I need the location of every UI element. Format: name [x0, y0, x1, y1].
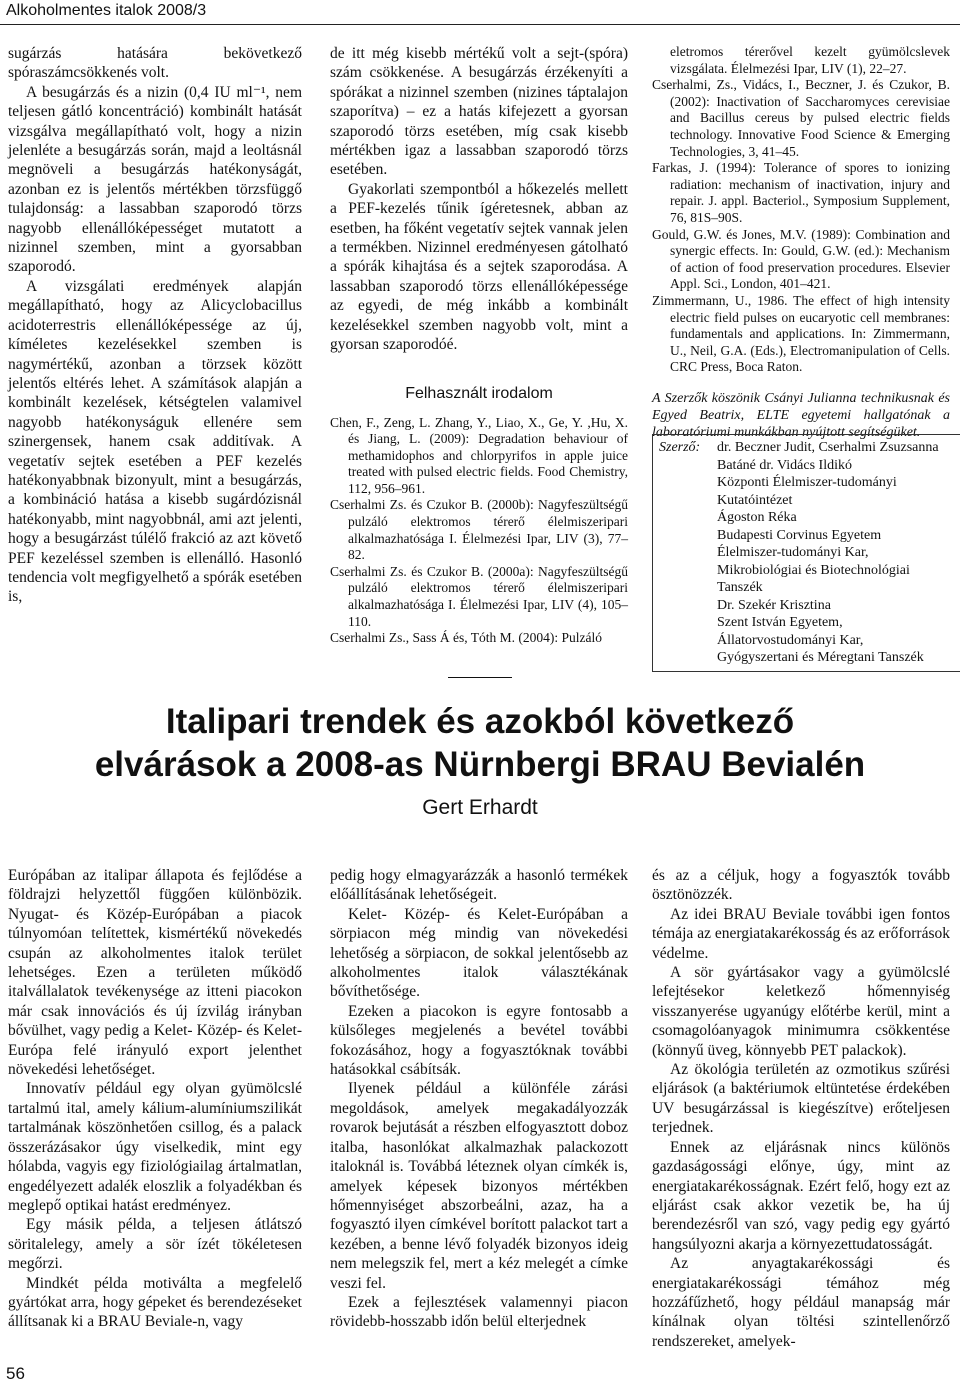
reference-entry: Cserhalmi Zs. és Czukor B. (2000b): Nagyfeszültségű pulzáló elektromos térerő élelmiszeripari alkalmazhatósága I. Élelmezési Ipar, LIV (3), 77–82.	[330, 497, 628, 563]
top-column-1	[8, 44, 302, 607]
paragraph: Kelet- Közép- és Kelet-Európában a sörpiacon még mindig van növekedési lehetőség a sörpiacon, de sokkal jelentősebb az alkoholmentes italok választékának bővíthetősége.	[330, 905, 628, 1001]
paragraph: Európában az italipar állapota és fejlődése a földrajzi helyzettől függően különbözik. Nyugat- és Közép-Európában a piacok túlnyomóan telítettek, kismértékű növekedés csupán az alkoholmentes italok terület lehetséges. Ezen a területen működő italvállalatok tevékenysége az itteni piacokon már csak innovációs és új ízvilág irányban bővülhet, vagy pedig a Kelet- Közép- és Kelet-Európa felé irányuló export jelenthet növekedési lehetőséget.	[8, 867, 302, 1079]
running-header: Alkoholmentes italok 2008/3	[6, 2, 207, 19]
acknowledgement: A Szerzők köszönik Csányi Julianna technikusnak és Egyed Beatrix, ELTE egyetemi hallgatónak a laboratóriumi munkákban nyújtott segítségüket.	[652, 390, 950, 440]
article-title-line-1: Italipari trendek és azokból következő	[165, 702, 795, 741]
article-author: Gert Erhardt	[422, 796, 538, 819]
reference-entry: Zimmermann, U., 1986. The effect of high intensity electric field pulses on eucaryotic cell membranes: fundamentals and applications. In: Zimmermann, U., Neil, G.A. (Eds.), Electromanipulation of Cells. CRC Press, Boca Raton.	[652, 292, 950, 375]
page-number: 56	[6, 1364, 25, 1383]
paragraph: sugárzás hatására bekövetkező spóraszámcsökkenés volt.	[8, 45, 302, 82]
reference-entry: eletromos térerővel kezelt gyümölcslevek vizsgálata. Élelmezési Ipar, LIV (1), 22–27.	[670, 44, 950, 76]
paragraph: Gyakorlati szempontból a hőkezelés mellett a PEF-kezelés tűnik ígéretesnek, abban az esetben, ha főként vegetatív sejtek vannak jelen a termékben. Nizinnel eredményesen gátolható a spórák kihajtása és a sejtek szaporodása. A lassabban szaporodó törzs ellenállóképessége az egyedi, de még inkább a kombinált kezelésekkel szemben nagyobb volt, mint a gyorsan szaporodóé.	[330, 180, 628, 354]
paragraph: de itt még kisebb mértékű volt a sejt-(spóra) szám csökkenése. A besugárzás érzékenyíti a spórákat a nizinnel szemben (nizines táptalajon szaporítva) – ez a hatás kifejezett a gyorsan szaporodó törzs esetében, míg csak kisebb mértékben igaz a lassabban szaporodó törzs esetében.	[330, 45, 628, 179]
top-column-2	[330, 44, 628, 647]
paragraph: Az idei BRAU Beviale további igen fontos témája az energiatakarékosság és az erőforrások védelme.	[652, 905, 950, 962]
author-line: Központi Élelmiszer-tudományi Kutatóintézet	[717, 475, 897, 508]
paragraph: Egy másik példa, a teljesen átlátszó söritalelegy, amely a sör ízét tökéletesen megőrzi.	[8, 1216, 302, 1273]
article-title-line-2: elvárások a 2008-as Nürnbergi BRAU Bevialén	[94, 745, 866, 784]
top-column-3	[652, 44, 950, 441]
reference-entry: Farkas, J. (1994): Tolerance of spores to ionizing radiation: mechanism of inactivation, injury and repair. J. appl. Bacteriol., Symposium Supplement, 76, 81S–90S.	[652, 160, 950, 225]
reference-entry: Cserhalmi Zs., Sass Á és, Tóth M. (2004): Pulzáló	[330, 630, 602, 646]
paragraph: Mindkét példa motiválta a megfelelő gyártókat arra, hogy gépeket és berendezéseket állítsanak ki a BRAU Beviale-n, vagy	[8, 1274, 302, 1331]
references-heading: Felhasznált irodalom	[405, 384, 553, 402]
header-rule	[0, 24, 960, 25]
paragraph: Az anyagtakarékossági és energiatakarékossági témához még hozzáfűzhető, hogy például manapság már kínálnak olyan töltési szintellenőrző rendszereket, amelyek-	[652, 1255, 950, 1350]
authors-label: Szerző:	[659, 440, 701, 455]
bottom-column-2	[330, 866, 628, 1332]
author-line: Szent István Egyetem, Állatorvostudományi Kar, Gyógyszertani és Méregtani Tanszék	[717, 615, 924, 665]
reference-entry: Chen, F., Zeng, L. Zhang, Y., Liao, X., Ge, Y. ,Hu, X. és Jiang, L. (2009): Degradation behaviour of methamidophos and chlorpyrifos in apple juice treated with pulsed electric fields. Food Chemistry, 112, 956–961.	[330, 414, 628, 496]
bottom-column-1	[8, 866, 302, 1332]
paragraph: A vizsgálati eredmények alapján megállapítható, hogy az Alicyclobacillus acidoterrestris ellenállóképessége az új, kíméletes kezelésekkel szemben is nagymértékű, azonban a törzsek között jelentős eltérés lehet. A számítások alapján a kombinált kezelések, kétségtelen valamivel nagyobb hatékonyságuk ellenére sem szinergensek, hanem csak additívak. A vegetatív sejtek esetében a PEF kezelés hatékonyabbnak bizonyult, mint a besugárzás, a kombináció hatása a kisebb sugárdózisnál hatékonyabb, mint nagyobbnál, ami azt jelenti, hogy a besugárzást túlélő frakció az azt követő PEF kezeléssel szemben is ellenálló. Hasonló tendencia volt megfigyelhető a spórák esetében is,	[8, 277, 302, 606]
paragraph: Az ökológia területén az ozmotikus szűrési eljárások (a baktériumok eltüntetése érdekében UV besugárzással is kiegészítve) erőteljesen terjednek.	[652, 1061, 950, 1137]
paragraph: és az a céljuk, hogy a fogyasztók tovább ösztönözzék.	[652, 867, 950, 904]
paragraph: Innovatív például egy olyan gyümölcslé tartalmú ital, amely kálium-alumíniumszilikát tartalmának köszönhetően csillog, és a palack összerázásakor úgy viselkedik, mint egy hólabda, vagyis egy fiziológiailag ártalmatlan, engedélyezett adalék eloszlik a folyadékban és meglepő optikai hatást eredményez.	[8, 1080, 302, 1214]
paragraph: Ezek a fejlesztések valamennyi piacon rövidebb-hosszabb időn belül elterjednek	[330, 1293, 628, 1331]
paragraph: Ilyenek például a különféle zárási megoldások, amelyek megakadályozzák rovarok bejutását a részben elfogyasztott doboz italba, hasonlókat alkalmazhak palackozott italoknál is. Továbbá léteznek olyan címkék is, amelyek képesek bizonyos mértékben hőmennyiséget abszorbeálni, azaz, ha a fogyasztó ilyen címkével borított palackot tart a kezében, a benne lévő folyadék bizonyos ideig nem melegszik fel, mert a kéz melegét a címke veszi fel.	[330, 1080, 628, 1292]
bottom-column-3	[652, 866, 950, 1351]
authors-box	[652, 434, 960, 672]
authors-list	[717, 439, 939, 667]
author-line: dr. Beczner Judit, Cserhalmi Zsuzsanna	[717, 440, 939, 455]
paragraph: A sör gyártásakor vagy a gyümölcslé lefejtésekor keletkező hőmennyiség visszanyerése ugyanúgy előtérbe kerül, mint a csomagolóanyagok minimumra csökkentése (könnyű üveg, könnyebb PET palackok).	[652, 964, 950, 1059]
paragraph: Ezeken a piacokon is egyre fontosabb a külsőleges megjelenés a bevétel további fokozásához, hogy a fogyasztóknak további hatásokkal csábítsák.	[330, 1002, 628, 1079]
reference-entry: Gould, G.W. és Jones, M.V. (1989): Combination and synergic effects. In: Gould, G.W. (ed.): Mechanism of action of food preservation procedures. Elsevier Appl. Sci., London, 401–421.	[652, 226, 950, 292]
reference-entry: Cserhalmi, Zs., Vidács, I., Beczner, J. és Czukor, B. (2002): Inactivation of Saccharomyces cerevisiae and Bacillus cereus by pulsed electric fields technology. Innovative Food Science & Emerging Technologies, 3, 41–45.	[652, 77, 950, 159]
author-line: Dr. Szekér Krisztina	[717, 597, 831, 613]
author-line: Batáné dr. Vidács Ildikó	[717, 457, 852, 473]
paragraph: Ennek az eljárásnak nincs különös gazdaságossági előnye, úgy, mint az energiatakarékosságnak. Ezért felő, hogy ezt az eljárást csak akkor vezetik be, ha új berendezésről van szó, vagy pedig egy gyártó hangsúlyozni akarja a környezettudatosságát.	[652, 1138, 950, 1253]
author-line: Ágoston Réka	[717, 510, 797, 525]
article-separator	[448, 677, 512, 678]
paragraph: A besugárzás és a nizin (0,4 IU ml⁻¹, nem teljesen gátló koncentráció) kombinált hatását vizsgálva megállapítható volt, hogy a nizin jelenléte a besugárzás során, majd a leoltásnál megnöveli a besugárzás hatékonyságát, azonban ez is jelentős mértékben törzsfüggő tulajdonság: a lassabban szaporodó törzs nagyobb ellenállóképességet mutatott a nizinnel szemben, mint a gyorsabban szaporodó.	[8, 83, 302, 276]
author-line: Budapesti Corvinus Egyetem Élelmiszer-tudományi Kar, Mikrobiológiai és Biotechnológiai Tanszék	[717, 527, 910, 595]
reference-entry: Cserhalmi Zs. és Czukor B. (2000a): Nagyfeszültségű pulzáló elektromos térerő élelmiszeripari alkalmazhatósága I. Élelmezési Ipar, LIV (4), 105–110.	[330, 563, 628, 629]
article-title	[0, 700, 960, 786]
paragraph: pedig hogy elmagyarázzák a hasonló termékek előállításának lehetőségeit.	[330, 867, 628, 904]
